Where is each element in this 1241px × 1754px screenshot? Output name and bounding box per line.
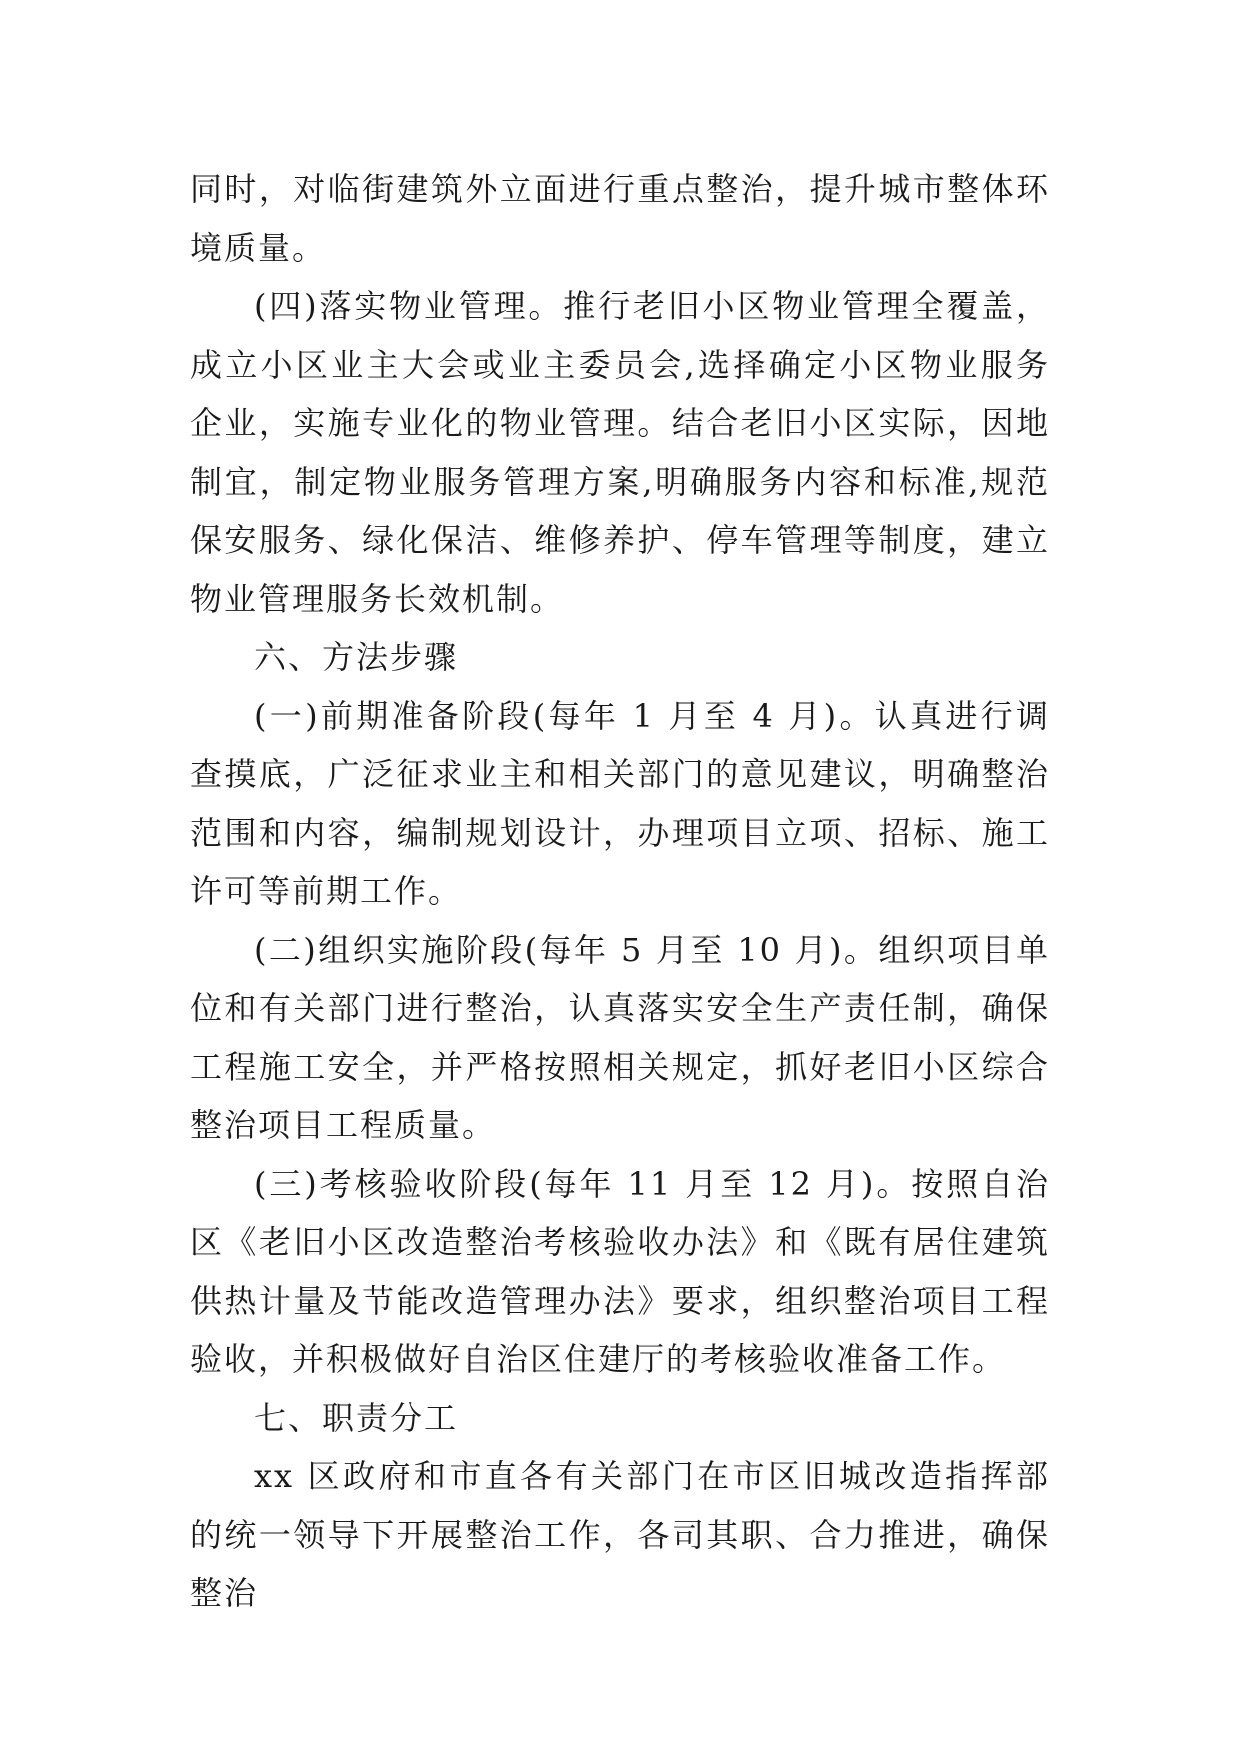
paragraph-continuation: 同时，对临街建筑外立面进行重点整治，提升城市整体环境质量。 [190,170,1050,267]
paragraph-responsibilities: xx 区政府和市直各有关部门在市区旧城改造指挥部的统一领导下开展整治工作，各司其职、合力推进，确保整治 [190,1457,1050,1612]
paragraph-preparation-stage: (一)前期准备阶段(每年 1 月至 4 月)。认真进行调查摸底，广泛征求业主和相关部门的意见建议，明确整治范围和内容，编制规划设计，办理项目立项、招标、施工许可等前期工作。 [190,696,1050,910]
paragraph-property-management: (四)落实物业管理。推行老旧小区物业管理全覆盖，成立小区业主大会或业主委员会,选择确定小区物业服务企业，实施专业化的物业管理。结合老旧小区实际，因地制宜，制定物业服务管理方案,明确服务内容和标准,规范保安服务、绿化保洁、维修养护、停车管理等制度，建立物业管理服务长效机制。 [190,287,1050,618]
document-body [190,160,1050,1623]
paragraph-implementation-stage: (二)组织实施阶段(每年 5 月至 10 月)。组织项目单位和有关部门进行整治，认真落实安全生产责任制，确保工程施工安全，并严格按照相关规定，抓好老旧小区综合整治项目工程质量。 [190,930,1050,1144]
section-heading-responsibilities: 七、职责分工 [254,1398,459,1437]
section-heading-methods-steps: 六、方法步骤 [254,638,459,676]
paragraph-acceptance-stage: (三)考核验收阶段(每年 11 月至 12 月)。按照自治区《老旧小区改造整治考核验收办法》和《既有居住建筑供热计量及节能改造管理办法》要求，组织整治项目工程验收，并积极做好自治区住建厅的考核验收准备工作。 [190,1164,1050,1378]
